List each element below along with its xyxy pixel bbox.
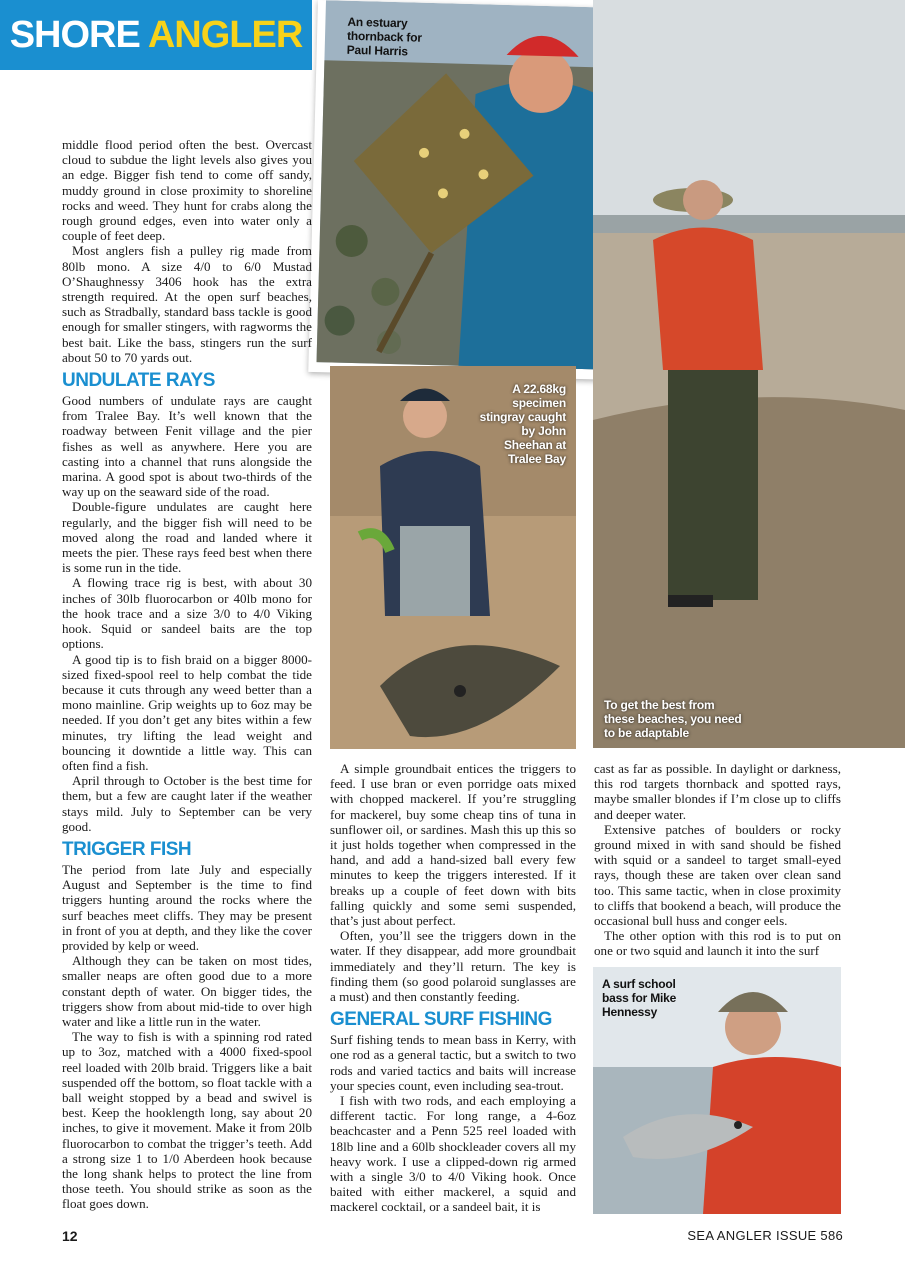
col2-paragraph: Surf fishing tends to mean bass in Kerry, with one rod as a general tactic, but a switch to two rods and varied tactics and baits will increase your species count, even including sea-trout. <box>330 1032 576 1093</box>
section-title-word1: SHORE <box>9 13 140 56</box>
col2-paragraph: I fish with two rods, and each employing a different tactic. For long range, a 4-6oz beachcaster and a Penn 525 reel loaded with 18lb line and a 60lb shockleader covers all my heavy work. I use a clipped-down rig armed with a single 3/0 to 4/0 Viking hook. Once baited with either mackerel, a squid and mackerel cocktail, or a sandeel bait, it is <box>330 1093 576 1215</box>
caption-surfschool: A surf school bass for Mike Hennessy <box>602 977 677 1019</box>
section-tab <box>0 0 312 70</box>
heading-undulate-rays: UNDULATE RAYS <box>62 370 215 392</box>
adaptable-angler-photo <box>593 0 905 748</box>
magazine-issue: SEA ANGLER ISSUE 586 <box>687 1228 843 1243</box>
thornback-photo <box>308 0 614 380</box>
column-1 <box>62 137 312 1212</box>
col1-paragraph: A good tip is to fish braid on a bigger 8000-sized fixed-spool reel to help combat the tide because it cuts through any weed better than a mono mainline. Grip weights up to 6oz may be needed. If you don’t get any bites within a few minutes, try lifting the lead weight and bouncing it downtide a little way. This can often find a fish. <box>62 651 312 773</box>
page-number: 12 <box>62 1228 78 1244</box>
caption-stingray: A 22.68kg specimen stingray caught by John Sheehan at Tralee Bay <box>479 382 566 466</box>
col1-paragraph: Double-figure undulates are caught here regularly, and the bigger fish will need to be moved along the road and landed where it meets the pier. These rays feed best when there is some run in the tide. <box>62 499 312 576</box>
col1-paragraph: Most anglers fish a pulley rig made from 80lb mono. A size 4/0 to 6/0 Mustad O’Shaughnessy 3406 hook has the extra strength required. At the open surf beaches, such as Stradbally, standard bass tackle is good enough for smaller stingers, with ragworms the best bait. Like the bass, stingers run the surf about 50 to 70 yards out. <box>62 243 312 365</box>
col3-paragraph: Extensive patches of boulders or rocky ground mixed in with sand should be fished with squid or a sandeel to target small-eyed rays, though these are taken over clean sand too. This same tactic, when in close proximity to cliffs that bookend a beach, will produce the occasional bull huss and conger eels. <box>594 821 841 929</box>
col1-paragraph: April through to October is the best time for them, but a few are caught later if the weather stays mild. July to September can be very good. <box>62 773 312 834</box>
caption-thornback: An estuary thornback for Paul Harris <box>346 14 422 59</box>
column-3 <box>594 761 841 959</box>
col3-paragraph: The other option with this rod is to put on one or two squid and launch it into the surf <box>594 928 841 959</box>
caption-adaptable: To get the best from these beaches, you need to be adaptable <box>604 698 742 740</box>
col1-paragraph: A flowing trace rig is best, with about 30 inches of 30lb fluorocarbon or 40lb mono for the hook trace and a size 3/0 to 4/0 Viking hook. Squid or sandeel baits are the top options. <box>62 575 312 652</box>
col1-paragraph: The way to fish is with a spinning rod rated up to 3oz, matched with a 4000 fixed-spool reel loaded with 20lb braid. Triggers like a bait suspended off the bottom, so float tackle with a ball weight stopped by a bead and swivel is best. Keep the hooklength long, say about 20 inches, to give it movement. Make it from 20lb fluorocarbon to combat the trigger’s teeth. Add a strong size 1 to 1/0 Aberdeen hook because the long shank helps to protect the line from those teeth. You should strike as soon as the float goes down. <box>62 1029 312 1212</box>
column-2 <box>330 761 576 1215</box>
section-title-word2: ANGLER <box>147 13 303 56</box>
col1-paragraph: Although they can be taken on most tides, smaller neaps are often good due to a more constant depth of water. On bigger tides, the triggers show from about mid-tide to over high water and like a little run in the water. <box>62 953 312 1029</box>
heading-general-surf-fishing: GENERAL SURF FISHING <box>330 1009 552 1031</box>
col2-paragraph: A simple groundbait entices the triggers to feed. I use bran or even porridge oats mixed with chopped mackerel. If you’re struggling for mackerel, buy some cheap tins of tuna in sunflower oil, or sardines. Mash this up this so it just holds together when compressed in the hand, and add a hand-sized ball every few minutes to keep the triggers interested. If it breaks up a couple of feet down with bits falling quickly and some semi suspended, that’s just about perfect. <box>330 761 576 929</box>
col1-paragraph: middle flood period often the best. Overcast cloud to subdue the light levels also gives you an edge. Bigger fish tend to come off sandy, muddy ground in close proximity to shoreline rocks and weed. They hunt for crabs along the rough ground edges, even into water only a couple of feet deep. <box>62 137 312 244</box>
stingray-photo <box>330 366 576 749</box>
col1-paragraph: Good numbers of undulate rays are caught from Tralee Bay. It’s well known that the roadway between Fenit village and the pier fishes as well as anywhere. Here you are casting into a channel that runs alongside the marina. A good spot is about two-thirds of the way up on the seaward side of the road. <box>62 393 312 500</box>
surfschool-bass-photo <box>593 967 841 1214</box>
heading-trigger-fish: TRIGGER FISH <box>62 838 192 860</box>
col1-paragraph: The period from late July and especially August and September is the time to find triggers hunting around the rocks where the surf beaches meet cliffs. They may be present in front of you at depth, and they like the cover provided by kelp or weed. <box>62 861 312 953</box>
col3-paragraph: cast as far as possible. In daylight or darkness, this rod targets thornback and spotted rays, maybe smaller blondes if I’m close up to cliffs and deeper water. <box>594 761 841 822</box>
col2-paragraph: Often, you’ll see the triggers down in the water. If they disappear, add more groundbait immediately and they’ll return. The key is finding them (so good polaroid sunglasses are a must) and then constantly feeding. <box>330 928 576 1005</box>
